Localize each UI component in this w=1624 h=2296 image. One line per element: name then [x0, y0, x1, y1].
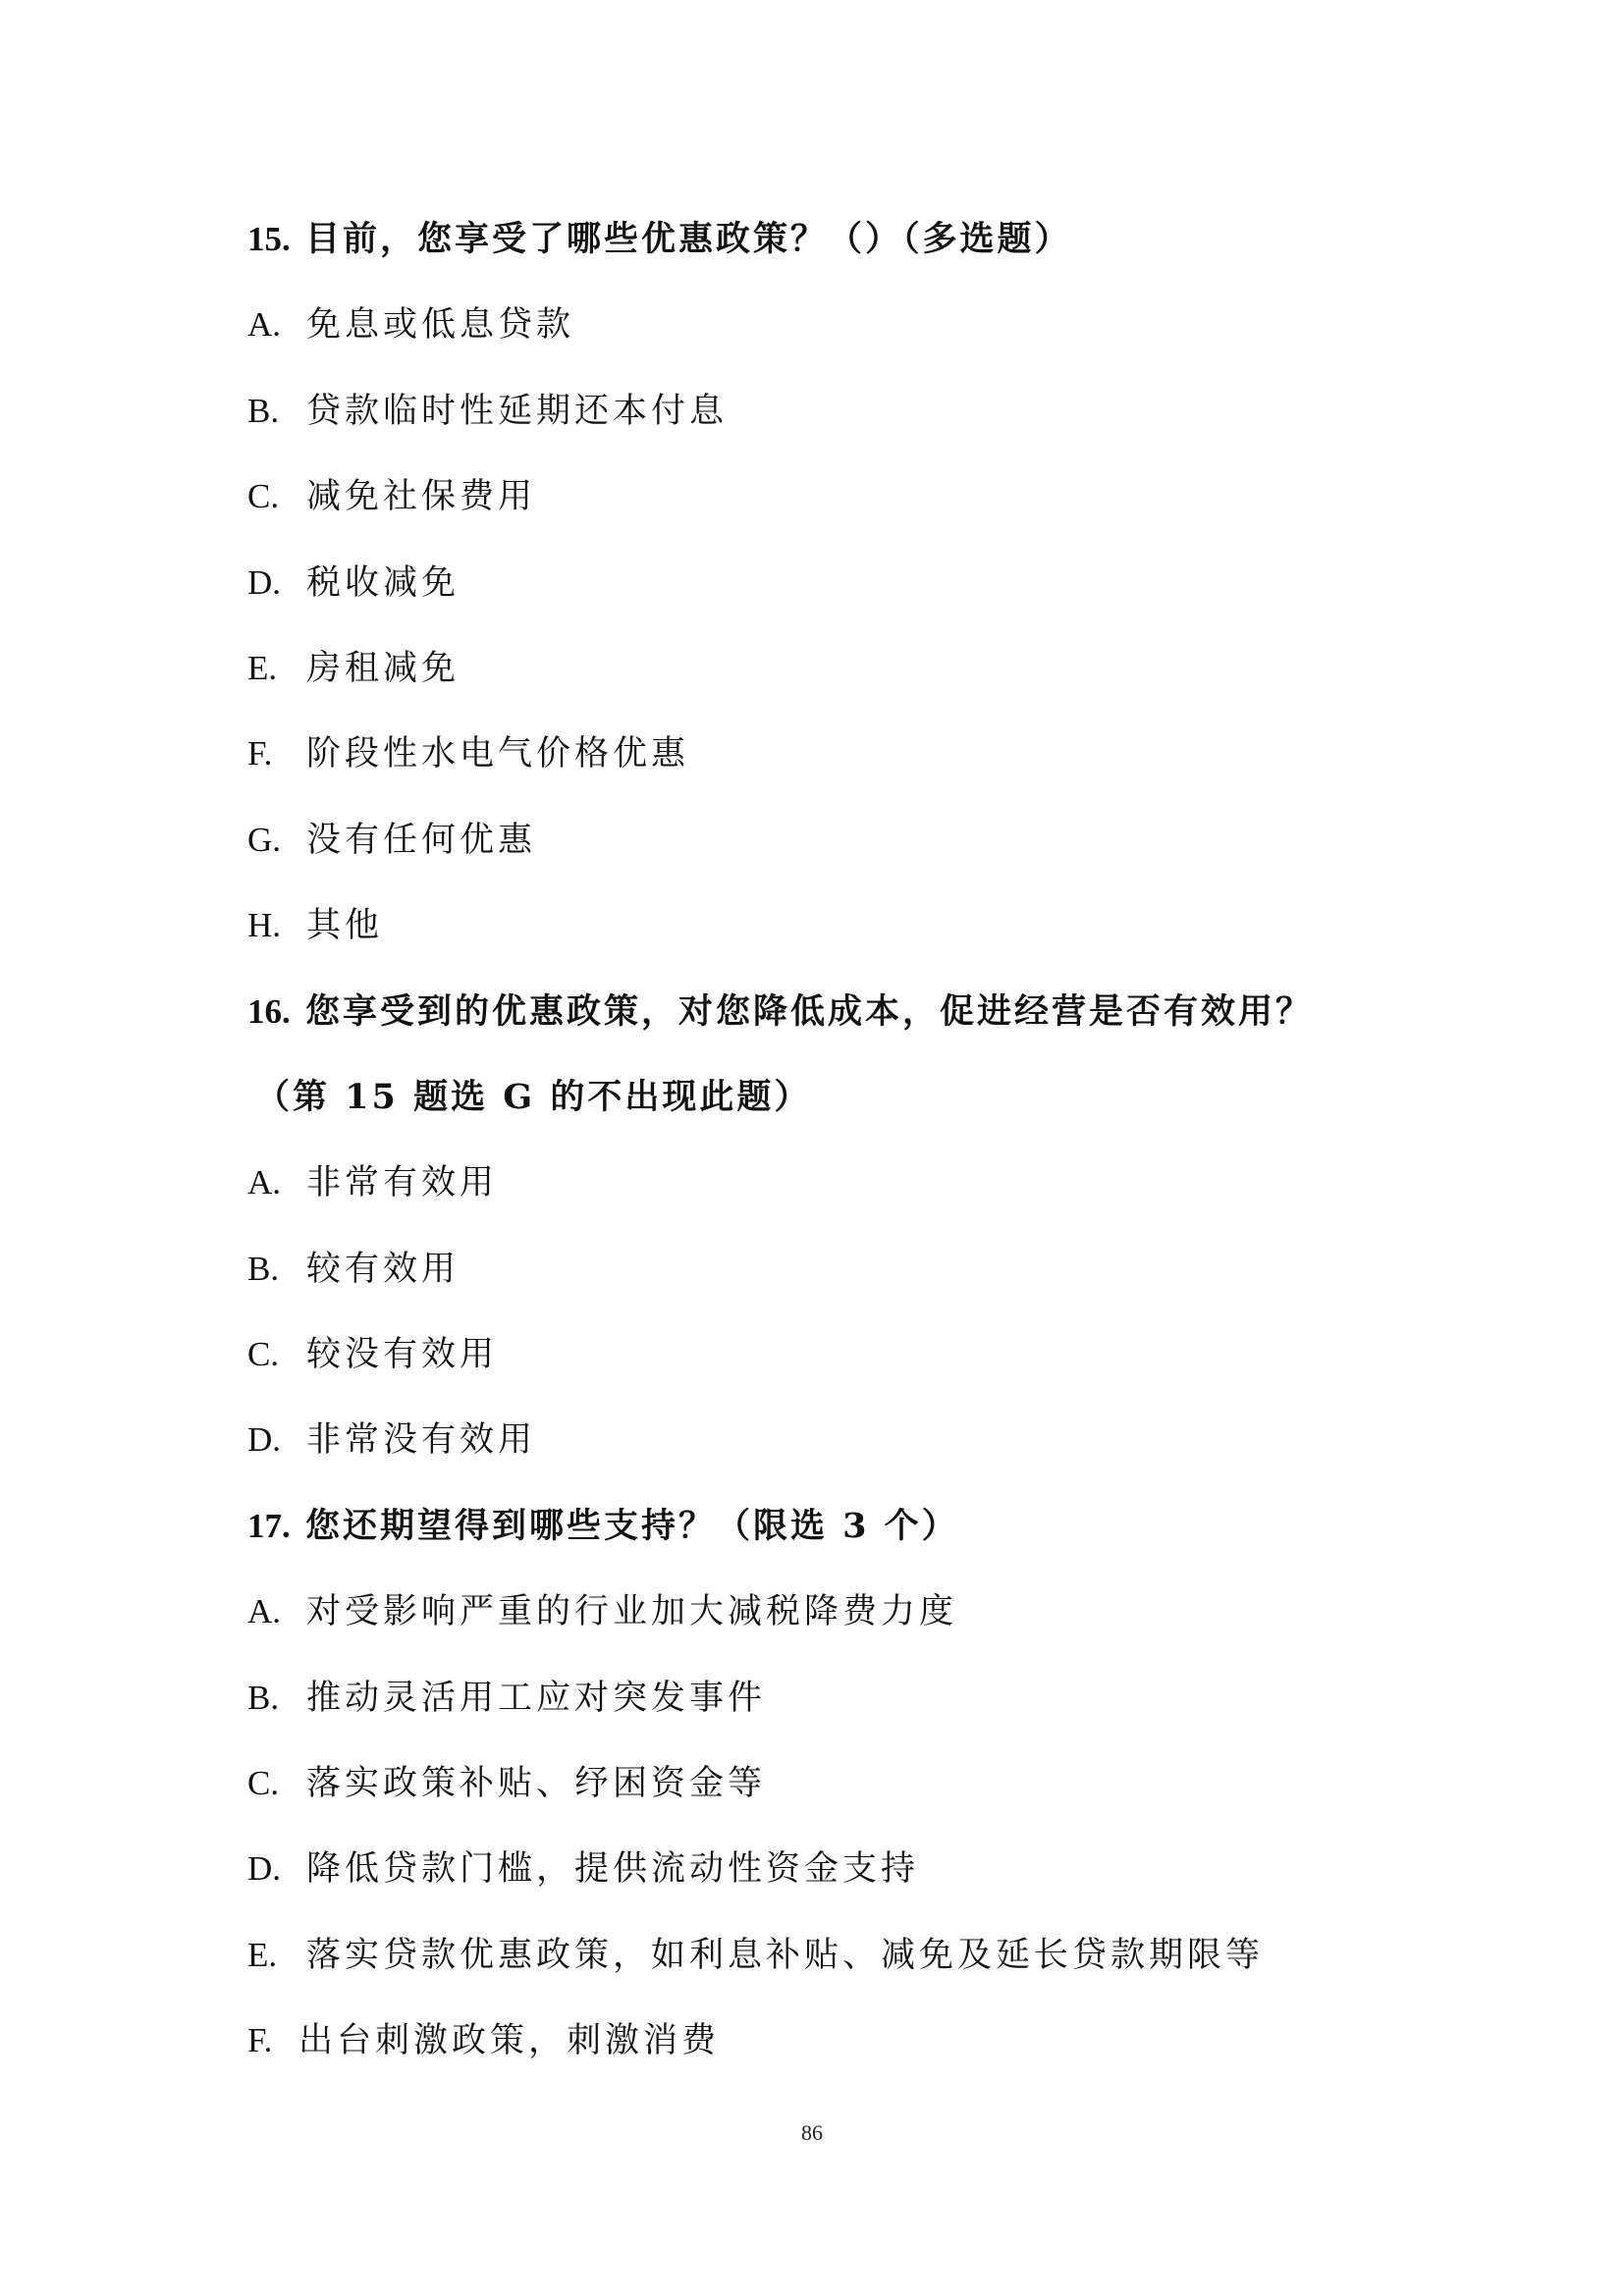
option-letter: D. — [247, 1849, 282, 1889]
option-text: 其他 — [306, 906, 384, 946]
option-text: 较有效用 — [306, 1249, 460, 1289]
question-15-option-e — [247, 637, 1445, 722]
option-letter: D. — [247, 1420, 282, 1460]
option-letter: C. — [247, 1764, 280, 1803]
option-letter: D. — [247, 562, 282, 602]
question-15-option-b — [247, 380, 1445, 465]
option-text: 免息或低息贷款 — [306, 305, 575, 346]
question-17-option-c — [247, 1752, 1445, 1838]
option-letter: C. — [247, 1335, 280, 1374]
question-15-title — [247, 208, 1445, 294]
question-16-option-a — [247, 1151, 1445, 1237]
option-letter: B. — [247, 1678, 280, 1717]
option-text: 没有任何优惠 — [306, 820, 537, 860]
questionnaire-content — [247, 208, 1445, 2096]
option-text: 税收减免 — [306, 562, 460, 603]
option-text: 落实贷款优惠政策，如利息补贴、减免及延长贷款期限等 — [306, 1935, 1265, 1975]
option-letter: E. — [247, 1935, 278, 1974]
option-text: 阶段性水电气价格优惠 — [306, 734, 690, 774]
question-text: 您还期望得到哪些支持？（限选 3 个） — [304, 1505, 959, 1546]
question-text: 目前，您享受了哪些优惠政策？（）（多选题） — [304, 219, 1072, 259]
question-text: 您享受到的优惠政策，对您降低成本，促进经营是否有效用？ — [304, 990, 1313, 1032]
question-17-option-d — [247, 1838, 1445, 1923]
question-number: 17. — [247, 1506, 291, 1545]
question-number: 15. — [247, 220, 291, 258]
option-text: 对受影响严重的行业加大减税降费力度 — [306, 1592, 958, 1632]
question-number: 16. — [247, 991, 291, 1031]
option-letter: H. — [247, 906, 282, 945]
option-letter: A. — [247, 1592, 282, 1631]
option-letter: F. — [247, 2021, 273, 2060]
option-text: 落实政策补贴、纾困资金等 — [306, 1764, 767, 1804]
question-15-option-c — [247, 465, 1445, 551]
question-16-option-c — [247, 1323, 1445, 1409]
question-17-option-f — [247, 2009, 1445, 2095]
option-text: 降低贷款门槛，提供流动性资金支持 — [306, 1849, 920, 1890]
question-15-option-a — [247, 294, 1445, 379]
option-letter: G. — [247, 820, 282, 859]
option-letter: A. — [247, 1163, 282, 1202]
option-text: 推动灵活用工应对突发事件 — [306, 1678, 767, 1718]
option-text: 减免社保费用 — [306, 477, 537, 517]
option-letter: E. — [247, 648, 278, 687]
question-16-option-b — [247, 1238, 1445, 1323]
option-letter: C. — [247, 477, 280, 516]
question-17-option-b — [247, 1667, 1445, 1752]
question-17-option-e — [247, 1924, 1445, 2009]
option-text: 出台刺激政策，刺激消费 — [298, 2021, 721, 2061]
option-text: 非常没有效用 — [306, 1420, 537, 1461]
option-letter: B. — [247, 391, 280, 430]
question-17-option-a — [247, 1580, 1445, 1666]
option-letter: B. — [247, 1249, 280, 1288]
option-letter: F. — [247, 734, 273, 774]
option-text: 非常有效用 — [306, 1163, 499, 1203]
question-15-option-h — [247, 894, 1445, 980]
question-15-option-g — [247, 809, 1445, 894]
option-text: 较没有效用 — [306, 1335, 499, 1375]
question-16-option-d — [247, 1409, 1445, 1494]
question-16-note: （第 15 题选 G 的不出现此题） — [255, 1076, 812, 1117]
option-text: 房租减免 — [306, 648, 460, 688]
page-number: 86 — [801, 2120, 823, 2145]
question-15-option-d — [247, 552, 1445, 637]
question-16-title — [247, 981, 1445, 1066]
option-text: 贷款临时性延期还本付息 — [306, 391, 729, 431]
question-15-option-f — [247, 722, 1445, 808]
option-letter: A. — [247, 305, 282, 345]
question-17-title — [247, 1495, 1445, 1580]
